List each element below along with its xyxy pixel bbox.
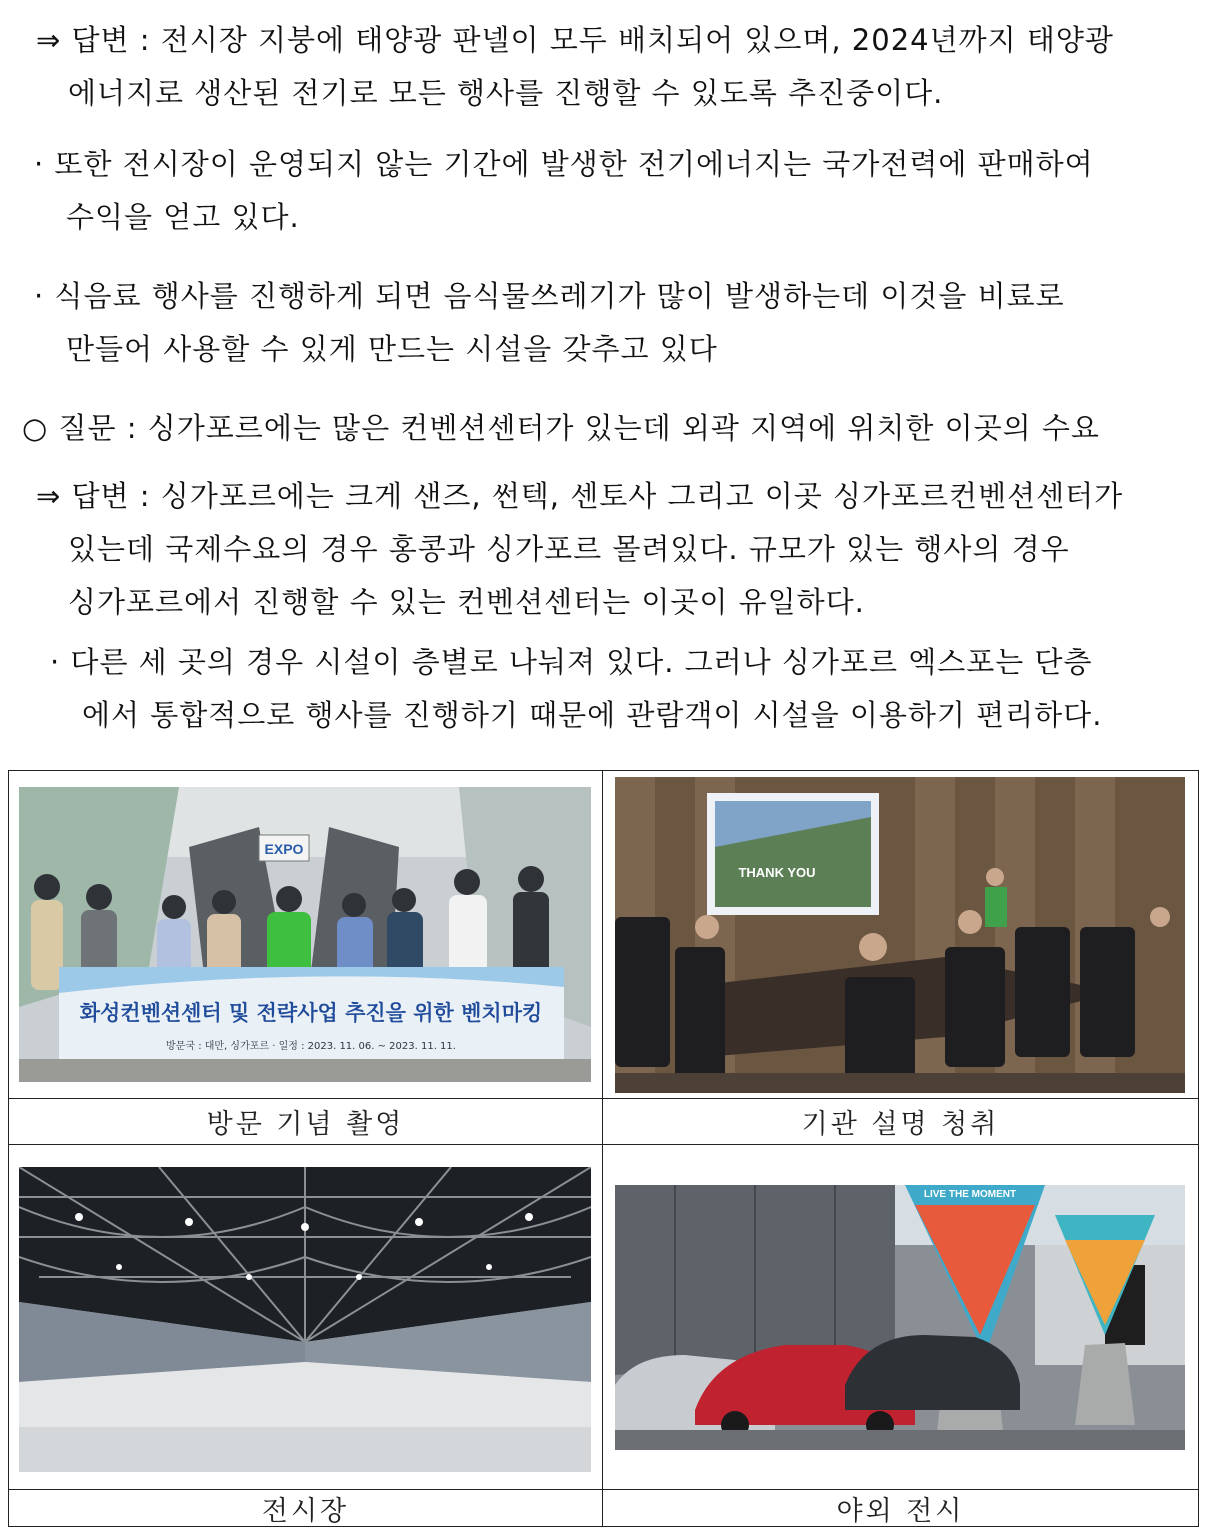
answer-solar-paragraph [36,14,1114,120]
paragraph-line: · 다른 세 곳의 경우 시설이 층별로 나눠져 있다. 그러나 싱가포르 엑스포는 단층 [50,645,1093,679]
screen-thank-you-text: THANK YOU [738,865,816,880]
paragraph-line: 수익을 얻고 있다. [66,200,300,234]
photo-cell-hall [9,1145,603,1490]
caption-meeting-photo: 기관 설명 청취 [603,1099,1198,1145]
expo-sign-text: EXPO [264,841,304,857]
single-floor-paragraph [50,636,1102,742]
photo-cell-meeting [603,771,1198,1099]
answer-demand-paragraph [36,470,1123,629]
outdoor-photo-image [615,1185,1185,1450]
paragraph-line: · 또한 전시장이 운영되지 않는 기간에 발생한 전기에너지는 국가전력에 판매하여 [34,147,1094,181]
group-photo-image [19,787,591,1082]
hall-photo [19,1167,591,1472]
paragraph-line: ⇒ 답변 : 전시장 지붕에 태양광 판넬이 모두 배치되어 있으며, 2024년까지 태양광 [36,23,1114,57]
meeting-photo-image [615,777,1185,1093]
caption-group-photo: 방문 기념 촬영 [9,1099,603,1145]
photo-cell-group [9,771,603,1099]
banner-sub-text: 방문국 : 대만, 싱가포르 · 일정 : 2023. 11. 06. ~ 2023. 11. 11. [166,1041,456,1052]
photo-table [8,770,1199,1527]
caption-hall-photo: 전시장 [9,1490,603,1526]
paragraph-line: ○ 질문 : 싱가포르에는 많은 컨벤션센터가 있는데 외곽 지역에 위치한 이곳의 수요 [22,411,1100,445]
flag-banner-text: LIVE THE MOMENT [923,1189,1017,1200]
photo-cell-outdoor [603,1145,1198,1490]
group-photo [19,787,591,1082]
paragraph-line: 에너지로 생산된 전기로 모든 행사를 진행할 수 있도록 추진중이다. [68,76,944,110]
outdoor-photo [615,1185,1185,1450]
paragraph-line: 만들어 사용할 수 있게 만드는 시설을 갖추고 있다 [66,332,718,366]
paragraph-line: 에서 통합적으로 행사를 진행하기 때문에 관람객이 시설을 이용하기 편리하다. [82,698,1103,732]
question-paragraph [22,402,1100,455]
caption-outdoor-photo: 야외 전시 [836,1495,965,1526]
meeting-photo [615,777,1185,1093]
paragraph-line: 싱가포르에서 진행할 수 있는 컨벤션센터는 이곳이 유일하다. [68,585,865,619]
paragraph-line: ⇒ 답변 : 싱가포르에는 크게 샌즈, 썬텍, 센토사 그리고 이곳 싱가포르컨벤션센터가 [36,479,1124,513]
food-waste-paragraph [34,270,1065,376]
hall-photo-image [19,1167,591,1472]
electricity-sale-paragraph [34,138,1094,244]
paragraph-line: 있는데 국제수요의 경우 홍콩과 싱가포르 몰려있다. 규모가 있는 행사의 경우 [68,532,1070,566]
paragraph-line: · 식음료 행사를 진행하게 되면 음식물쓰레기가 많이 발생하는데 이것을 비료로 [34,279,1065,313]
banner-title-text: 화성컨벤션센터 및 전략사업 추진을 위한 벤치마킹 [79,1001,543,1025]
